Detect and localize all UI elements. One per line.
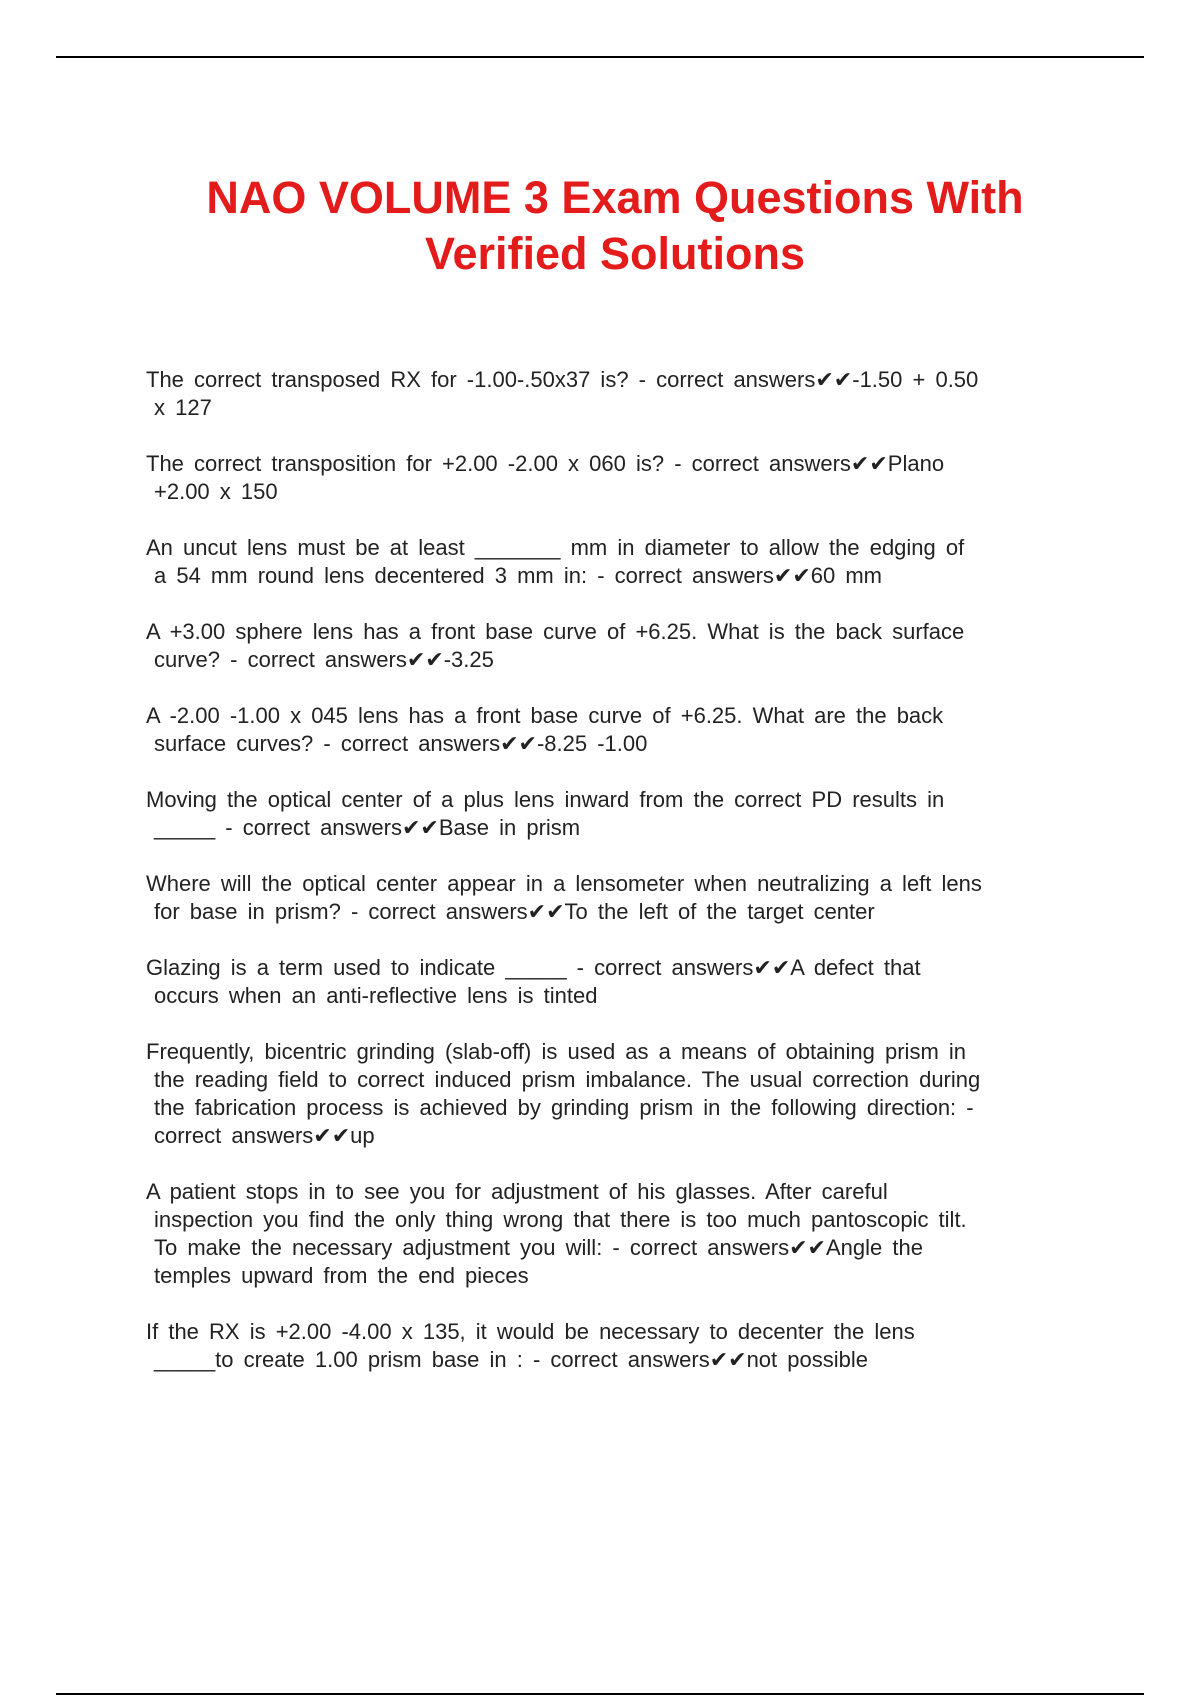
question-item-7 xyxy=(146,870,1086,926)
question-item-1 xyxy=(146,366,1086,422)
question-line: The correct transposed RX for -1.00-.50x37 is? - correct answers✔✔-1.50 + 0.50 xyxy=(146,367,979,392)
question-line: A +3.00 sphere lens has a front base curve of +6.25. What is the back surface xyxy=(146,619,965,644)
question-line: temples upward from the end pieces xyxy=(154,1263,529,1288)
question-line: Glazing is a term used to indicate _____ - correct answers✔✔A defect that xyxy=(146,955,921,980)
question-line: Where will the optical center appear in a lensometer when neutralizing a left lens xyxy=(146,871,982,896)
document-title xyxy=(120,170,1110,282)
question-item-2 xyxy=(146,450,1086,506)
title-line-2: Verified Solutions xyxy=(424,228,806,279)
question-line: curve? - correct answers✔✔-3.25 xyxy=(154,647,494,672)
question-line: If the RX is +2.00 -4.00 x 135, it would be necessary to decenter the lens xyxy=(146,1319,915,1344)
question-line: _____to create 1.00 prism base in : - correct answers✔✔not possible xyxy=(154,1347,868,1372)
question-item-6 xyxy=(146,786,1086,842)
question-item-5 xyxy=(146,702,1086,758)
question-line: for base in prism? - correct answers✔✔To the left of the target center xyxy=(154,899,875,924)
title-line-1: NAO VOLUME 3 Exam Questions With xyxy=(206,172,1024,223)
question-item-4 xyxy=(146,618,1086,674)
question-line: To make the necessary adjustment you will: - correct answers✔✔Angle the xyxy=(154,1235,923,1260)
question-line: a 54 mm round lens decentered 3 mm in: - correct answers✔✔60 mm xyxy=(154,563,883,588)
question-line: the reading field to correct induced prism imbalance. The usual correction during xyxy=(154,1067,981,1092)
question-item-9 xyxy=(146,1038,1086,1150)
question-line: the fabrication process is achieved by grinding prism in the following direction: - xyxy=(154,1095,974,1120)
question-item-11 xyxy=(146,1318,1086,1374)
question-line: The correct transposition for +2.00 -2.00 x 060 is? - correct answers✔✔Plano xyxy=(146,451,945,476)
question-line: occurs when an anti-reflective lens is tinted xyxy=(154,983,598,1008)
bottom-rule xyxy=(56,1693,1144,1695)
question-item-10 xyxy=(146,1178,1086,1290)
question-line: inspection you find the only thing wrong that there is too much pantoscopic tilt. xyxy=(154,1207,967,1232)
top-rule xyxy=(56,56,1144,58)
question-line: Moving the optical center of a plus lens inward from the correct PD results in xyxy=(146,787,945,812)
question-list xyxy=(146,366,1086,1402)
question-line: surface curves? - correct answers✔✔-8.25 -1.00 xyxy=(154,731,648,756)
question-line: +2.00 x 150 xyxy=(154,479,278,504)
question-item-8 xyxy=(146,954,1086,1010)
question-line: A -2.00 -1.00 x 045 lens has a front base curve of +6.25. What are the back xyxy=(146,703,944,728)
question-line: _____ - correct answers✔✔Base in prism xyxy=(154,815,581,840)
question-line: An uncut lens must be at least _______ mm in diameter to allow the edging of xyxy=(146,535,965,560)
question-line: A patient stops in to see you for adjustment of his glasses. After careful xyxy=(146,1179,888,1204)
question-line: correct answers✔✔up xyxy=(154,1123,375,1148)
question-line: x 127 xyxy=(154,395,212,420)
question-line: Frequently, bicentric grinding (slab-off) is used as a means of obtaining prism in xyxy=(146,1039,967,1064)
question-item-3 xyxy=(146,534,1086,590)
